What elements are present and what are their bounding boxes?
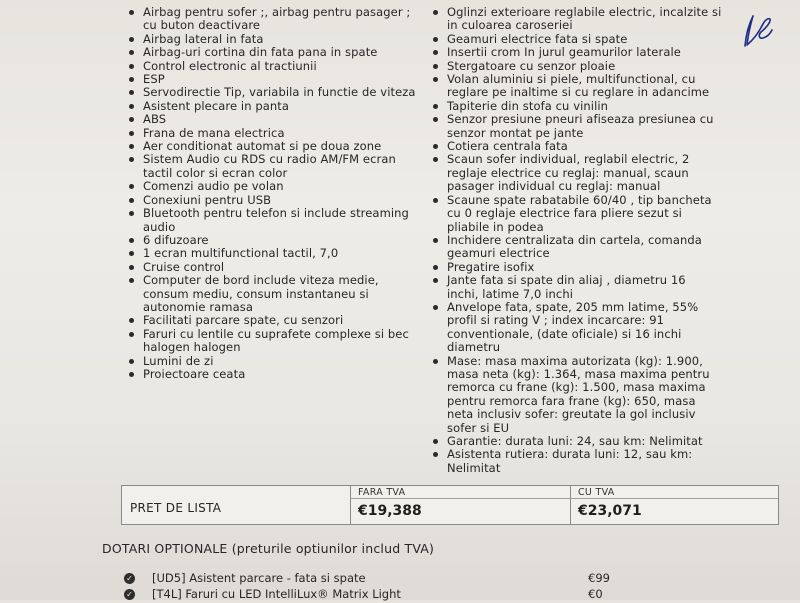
- table-divider: [350, 486, 351, 524]
- option-label: [T4L] Faruri cu LED IntelliLux® Matrix Light: [152, 587, 401, 601]
- feature-item: Cruise control: [126, 261, 416, 274]
- option-price: €99: [588, 571, 610, 585]
- feature-item: Cotiera centrala fata: [430, 140, 730, 153]
- list-price-label: PRET DE LISTA: [130, 501, 222, 515]
- feature-item: Geamuri electrice fata si spate: [430, 33, 730, 46]
- signature-icon: [737, 10, 777, 50]
- feature-item: Comenzi audio pe volan: [126, 180, 416, 193]
- feature-item: Airbag pentru sofer ;, airbag pentru pasager ; cu buton deactivare: [126, 6, 416, 33]
- feature-item: Scaune spate rabatabile 60/40 , tip bancheta cu 0 reglaje electrice fara pliere sezut si pliabile in podea: [430, 194, 730, 234]
- feature-item: Asistent plecare in panta: [126, 100, 416, 113]
- header-no-vat: FARA TVA: [358, 487, 406, 498]
- feature-item: Jante fata si spate din aliaj , diametru 16 inchi, latime 7,0 inchi: [430, 274, 730, 301]
- feature-item: Pregatire isofix: [430, 261, 730, 274]
- check-circle-icon: ✓: [124, 589, 135, 600]
- feature-item: Airbag-uri cortina din fata pana in spate: [126, 46, 416, 59]
- feature-item: Aer conditionat automat si pe doua zone: [126, 140, 416, 153]
- standard-features-right-column: [430, 6, 730, 475]
- list-price-table: [121, 485, 779, 525]
- option-row: [124, 571, 644, 587]
- header-with-vat: CU TVA: [578, 487, 615, 498]
- feature-item: Inchidere centralizata din cartela, comanda geamuri electrice: [430, 234, 730, 261]
- feature-item: ABS: [126, 113, 416, 126]
- feature-item: Frana de mana electrica: [126, 127, 416, 140]
- feature-item: Lumini de zi: [126, 355, 416, 368]
- feature-item: Asistenta rutiera: durata luni: 12, sau km: Nelimitat: [430, 448, 730, 475]
- feature-item: Volan aluminiu si piele, multifunctional, cu reglare pe inaltime si cu reglare in adancime: [430, 73, 730, 100]
- feature-item: Bluetooth pentru telefon si include streaming audio: [126, 207, 416, 234]
- feature-item: Control electronic al tractiunii: [126, 60, 416, 73]
- feature-item: Garantie: durata luni: 24, sau km: Nelimitat: [430, 435, 730, 448]
- feature-item: 6 difuzoare: [126, 234, 416, 247]
- feature-item: Servodirectie Tip, variabila in functie de viteza: [126, 86, 416, 99]
- feature-item: Oglinzi exterioare reglabile electric, incalzite si in culoarea caroseriei: [430, 6, 730, 33]
- feature-item: 1 ecran multifunctional tactil, 7,0: [126, 247, 416, 260]
- feature-item: Stergatoare cu senzor ploaie: [430, 60, 730, 73]
- feature-item: Scaun sofer individual, reglabil electric, 2 reglaje electrice cu reglaj: manual, scaun pasager individual cu reglaj: manual: [430, 153, 730, 193]
- feature-item: Sistem Audio cu RDS cu radio AM/FM ecran tactil color si ecran color: [126, 153, 416, 180]
- price-with-vat: €23,071: [578, 503, 642, 519]
- option-label: [UD5] Asistent parcare - fata si spate: [152, 571, 366, 585]
- table-header-rule: [350, 498, 778, 499]
- feature-item: Airbag lateral in fata: [126, 33, 416, 46]
- feature-item: Tapiterie din stofa cu vinilin: [430, 100, 730, 113]
- table-divider: [570, 486, 571, 524]
- option-price: €0: [588, 587, 603, 601]
- feature-item: Insertii crom In jurul geamurilor laterale: [430, 46, 730, 59]
- feature-item: Proiectoare ceata: [126, 368, 416, 381]
- feature-item: Anvelope fata, spate, 205 mm latime, 55% profil si rating V ; index incarcare: 91 conventionale, (date oficiale) si 16 inchi diametru: [430, 301, 730, 355]
- option-row: [124, 587, 644, 603]
- standard-features-left-column: [126, 6, 416, 381]
- price-no-vat: €19,388: [358, 503, 422, 519]
- optional-equipment-title: DOTARI OPTIONALE (preturile optiunilor includ TVA): [102, 541, 435, 556]
- feature-item: Conexiuni pentru USB: [126, 194, 416, 207]
- feature-item: Facilitati parcare spate, cu senzori: [126, 314, 416, 327]
- feature-item: ESP: [126, 73, 416, 86]
- feature-item: Computer de bord include viteza medie, consum mediu, consum instantaneu si autonomie ramasa: [126, 274, 416, 314]
- check-circle-icon: ✓: [124, 573, 135, 584]
- feature-item: Senzor presiune pneuri afiseaza presiunea cu senzor montat pe jante: [430, 113, 730, 140]
- feature-item: Mase: masa maxima autorizata (kg): 1.900, masa neta (kg): 1.364, masa maxima pentru remorca cu frane (kg): 1.500, masa maxima pentru remorca fara frane (kg): 650, masa neta inclusiv sofer: greutate la gol inclusiv sofer si EU: [430, 355, 730, 435]
- feature-item: Faruri cu lentile cu suprafete complexe si bec halogen halogen: [126, 328, 416, 355]
